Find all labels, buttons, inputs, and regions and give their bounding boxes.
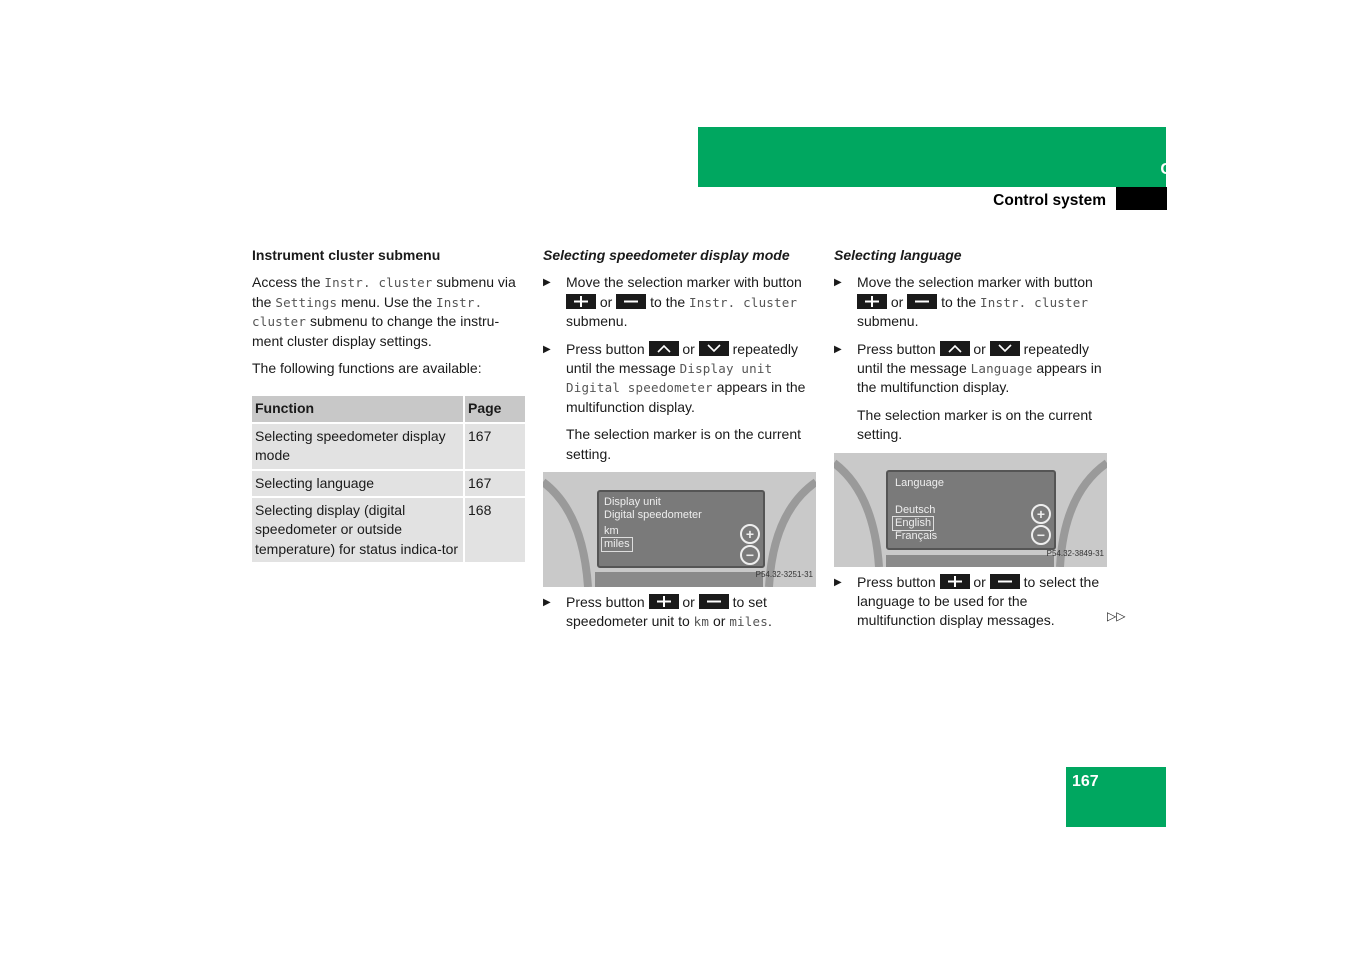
- step-1: [543, 273, 816, 331]
- bullet-arrow-icon: ▶: [543, 597, 551, 609]
- section-subtitle: Control system: [993, 192, 1106, 209]
- text: Press button: [566, 594, 649, 611]
- text: or: [678, 340, 699, 357]
- step-3: [543, 593, 816, 632]
- intro-paragraph: [252, 273, 524, 351]
- text: Access the: [252, 274, 325, 291]
- note-selection-marker: The selection marker is on the current setting.: [566, 426, 801, 462]
- text: submenu.: [566, 313, 628, 330]
- code-instr-cluster: Instr. cluster: [252, 294, 483, 330]
- heading-speedometer-mode: Selecting speedometer display mode: [543, 247, 790, 263]
- figure-display-unit: [543, 472, 816, 587]
- option-miles: [601, 537, 633, 552]
- bullet-arrow-icon: ▶: [834, 343, 842, 355]
- subtitle-marker: [1116, 187, 1167, 210]
- text: submenu via the: [252, 274, 516, 310]
- header-function: Function: [252, 396, 464, 422]
- cell-page: 167: [464, 470, 525, 497]
- text: or: [709, 613, 730, 630]
- note-selection-marker: The selection marker is on the current setting.: [857, 406, 1092, 443]
- step-2: [834, 340, 1107, 398]
- step-3: [834, 573, 1107, 631]
- column-instrument-cluster: [252, 245, 524, 564]
- heading-language: Selecting language: [834, 247, 962, 263]
- text: or: [969, 573, 990, 590]
- functions-intro: The following functions are available:: [252, 360, 482, 377]
- cell-function: Selecting language: [252, 470, 464, 497]
- bullet-arrow-icon: ▶: [543, 277, 551, 289]
- selection-marker: English: [892, 516, 934, 531]
- text: to select the language to be used for the multifunction display messages.: [857, 573, 1100, 629]
- down-button-icon: [699, 341, 729, 356]
- cell-function: Selecting display (digital speedometer or outside temperature) for status indica-tor: [252, 497, 464, 563]
- down-button-icon: [990, 341, 1020, 356]
- minus-circle-icon: −: [1031, 525, 1051, 545]
- option-km: km: [604, 525, 619, 538]
- plus-button-icon: [940, 574, 970, 589]
- code-instr-cluster: Instr. cluster: [324, 275, 433, 291]
- table-row: [252, 470, 525, 497]
- text: to the: [646, 293, 690, 310]
- text: Press button: [857, 573, 940, 590]
- text: repeatedly until the message: [566, 340, 799, 377]
- figure-code: P54.32-3251-31: [755, 569, 813, 579]
- text: submenu to change the instru-ment cluster display settings.: [252, 313, 500, 349]
- plus-button-icon: [649, 594, 679, 609]
- continued-icon: ▷▷: [1107, 609, 1126, 623]
- text: or: [596, 293, 617, 310]
- table-row: [252, 423, 525, 470]
- text: .: [767, 613, 772, 630]
- text: repeatedly until the message: [857, 340, 1090, 377]
- table-row: [252, 497, 525, 563]
- code-display-unit: Display unit Digital speedometer: [566, 361, 773, 396]
- page-number: 167: [1072, 773, 1099, 790]
- figure-code: P54.32-3849-31: [1046, 549, 1104, 559]
- option-francais: Français: [895, 529, 938, 542]
- up-button-icon: [940, 341, 970, 356]
- code-km: km: [693, 614, 710, 630]
- minus-button-icon: [616, 294, 646, 309]
- cell-page: 167: [464, 423, 525, 470]
- plus-button-icon: [566, 294, 596, 309]
- up-button-icon: [649, 341, 679, 356]
- plus-circle-icon: +: [1031, 504, 1051, 524]
- bullet-arrow-icon: ▶: [543, 343, 551, 355]
- header-band: [698, 127, 1166, 187]
- text: or: [678, 594, 699, 611]
- column-language: [834, 245, 1107, 639]
- minus-button-icon: [699, 594, 729, 609]
- cell-page: 168: [464, 497, 525, 563]
- code-instr-cluster: Instr. cluster: [689, 294, 798, 310]
- code-instr-cluster: Instr. cluster: [980, 294, 1089, 310]
- text: menu. Use the: [337, 293, 436, 310]
- code-language: Language: [970, 361, 1033, 377]
- text: to set speedometer unit to: [566, 594, 767, 630]
- column-speedometer-mode: [543, 245, 816, 640]
- text: Press button: [566, 340, 649, 357]
- bullet-arrow-icon: ▶: [834, 277, 842, 289]
- text: submenu.: [857, 313, 919, 330]
- text: Press button: [857, 340, 940, 357]
- step-2: [543, 340, 816, 418]
- option-english: [892, 516, 934, 531]
- plus-circle-icon: +: [740, 524, 760, 544]
- figure-language: [834, 453, 1107, 567]
- display-line-2: Digital speedometer: [604, 509, 702, 522]
- minus-circle-icon: −: [740, 545, 760, 565]
- text: to the: [937, 293, 981, 310]
- display-line-1: Display unit: [604, 496, 661, 509]
- code-settings: Settings: [275, 294, 338, 310]
- text: appears in the multifunction display.: [857, 360, 1102, 396]
- display-line-1: Language: [895, 476, 944, 489]
- header-page: Page: [464, 396, 525, 422]
- table-header-row: [252, 396, 525, 422]
- functions-table: [252, 396, 525, 564]
- plus-button-icon: [857, 294, 887, 309]
- step-1: [834, 273, 1107, 331]
- bullet-arrow-icon: ▶: [834, 576, 842, 588]
- code-miles: miles: [729, 614, 768, 630]
- heading-instrument-cluster: Instrument cluster submenu: [252, 247, 441, 263]
- minus-button-icon: [990, 574, 1020, 589]
- minus-button-icon: [907, 294, 937, 309]
- text: appears in the multifunction display.: [566, 379, 806, 415]
- text: or: [887, 293, 908, 310]
- text: or: [969, 340, 990, 357]
- cell-function: Selecting speedometer display mode: [252, 423, 464, 470]
- text: Move the selection marker with button: [566, 274, 802, 291]
- text: Move the selection marker with button: [857, 274, 1093, 291]
- section-title: Controls in detail: [1160, 161, 1291, 178]
- selection-marker: miles: [601, 537, 633, 552]
- option-deutsch: Deutsch: [895, 503, 936, 516]
